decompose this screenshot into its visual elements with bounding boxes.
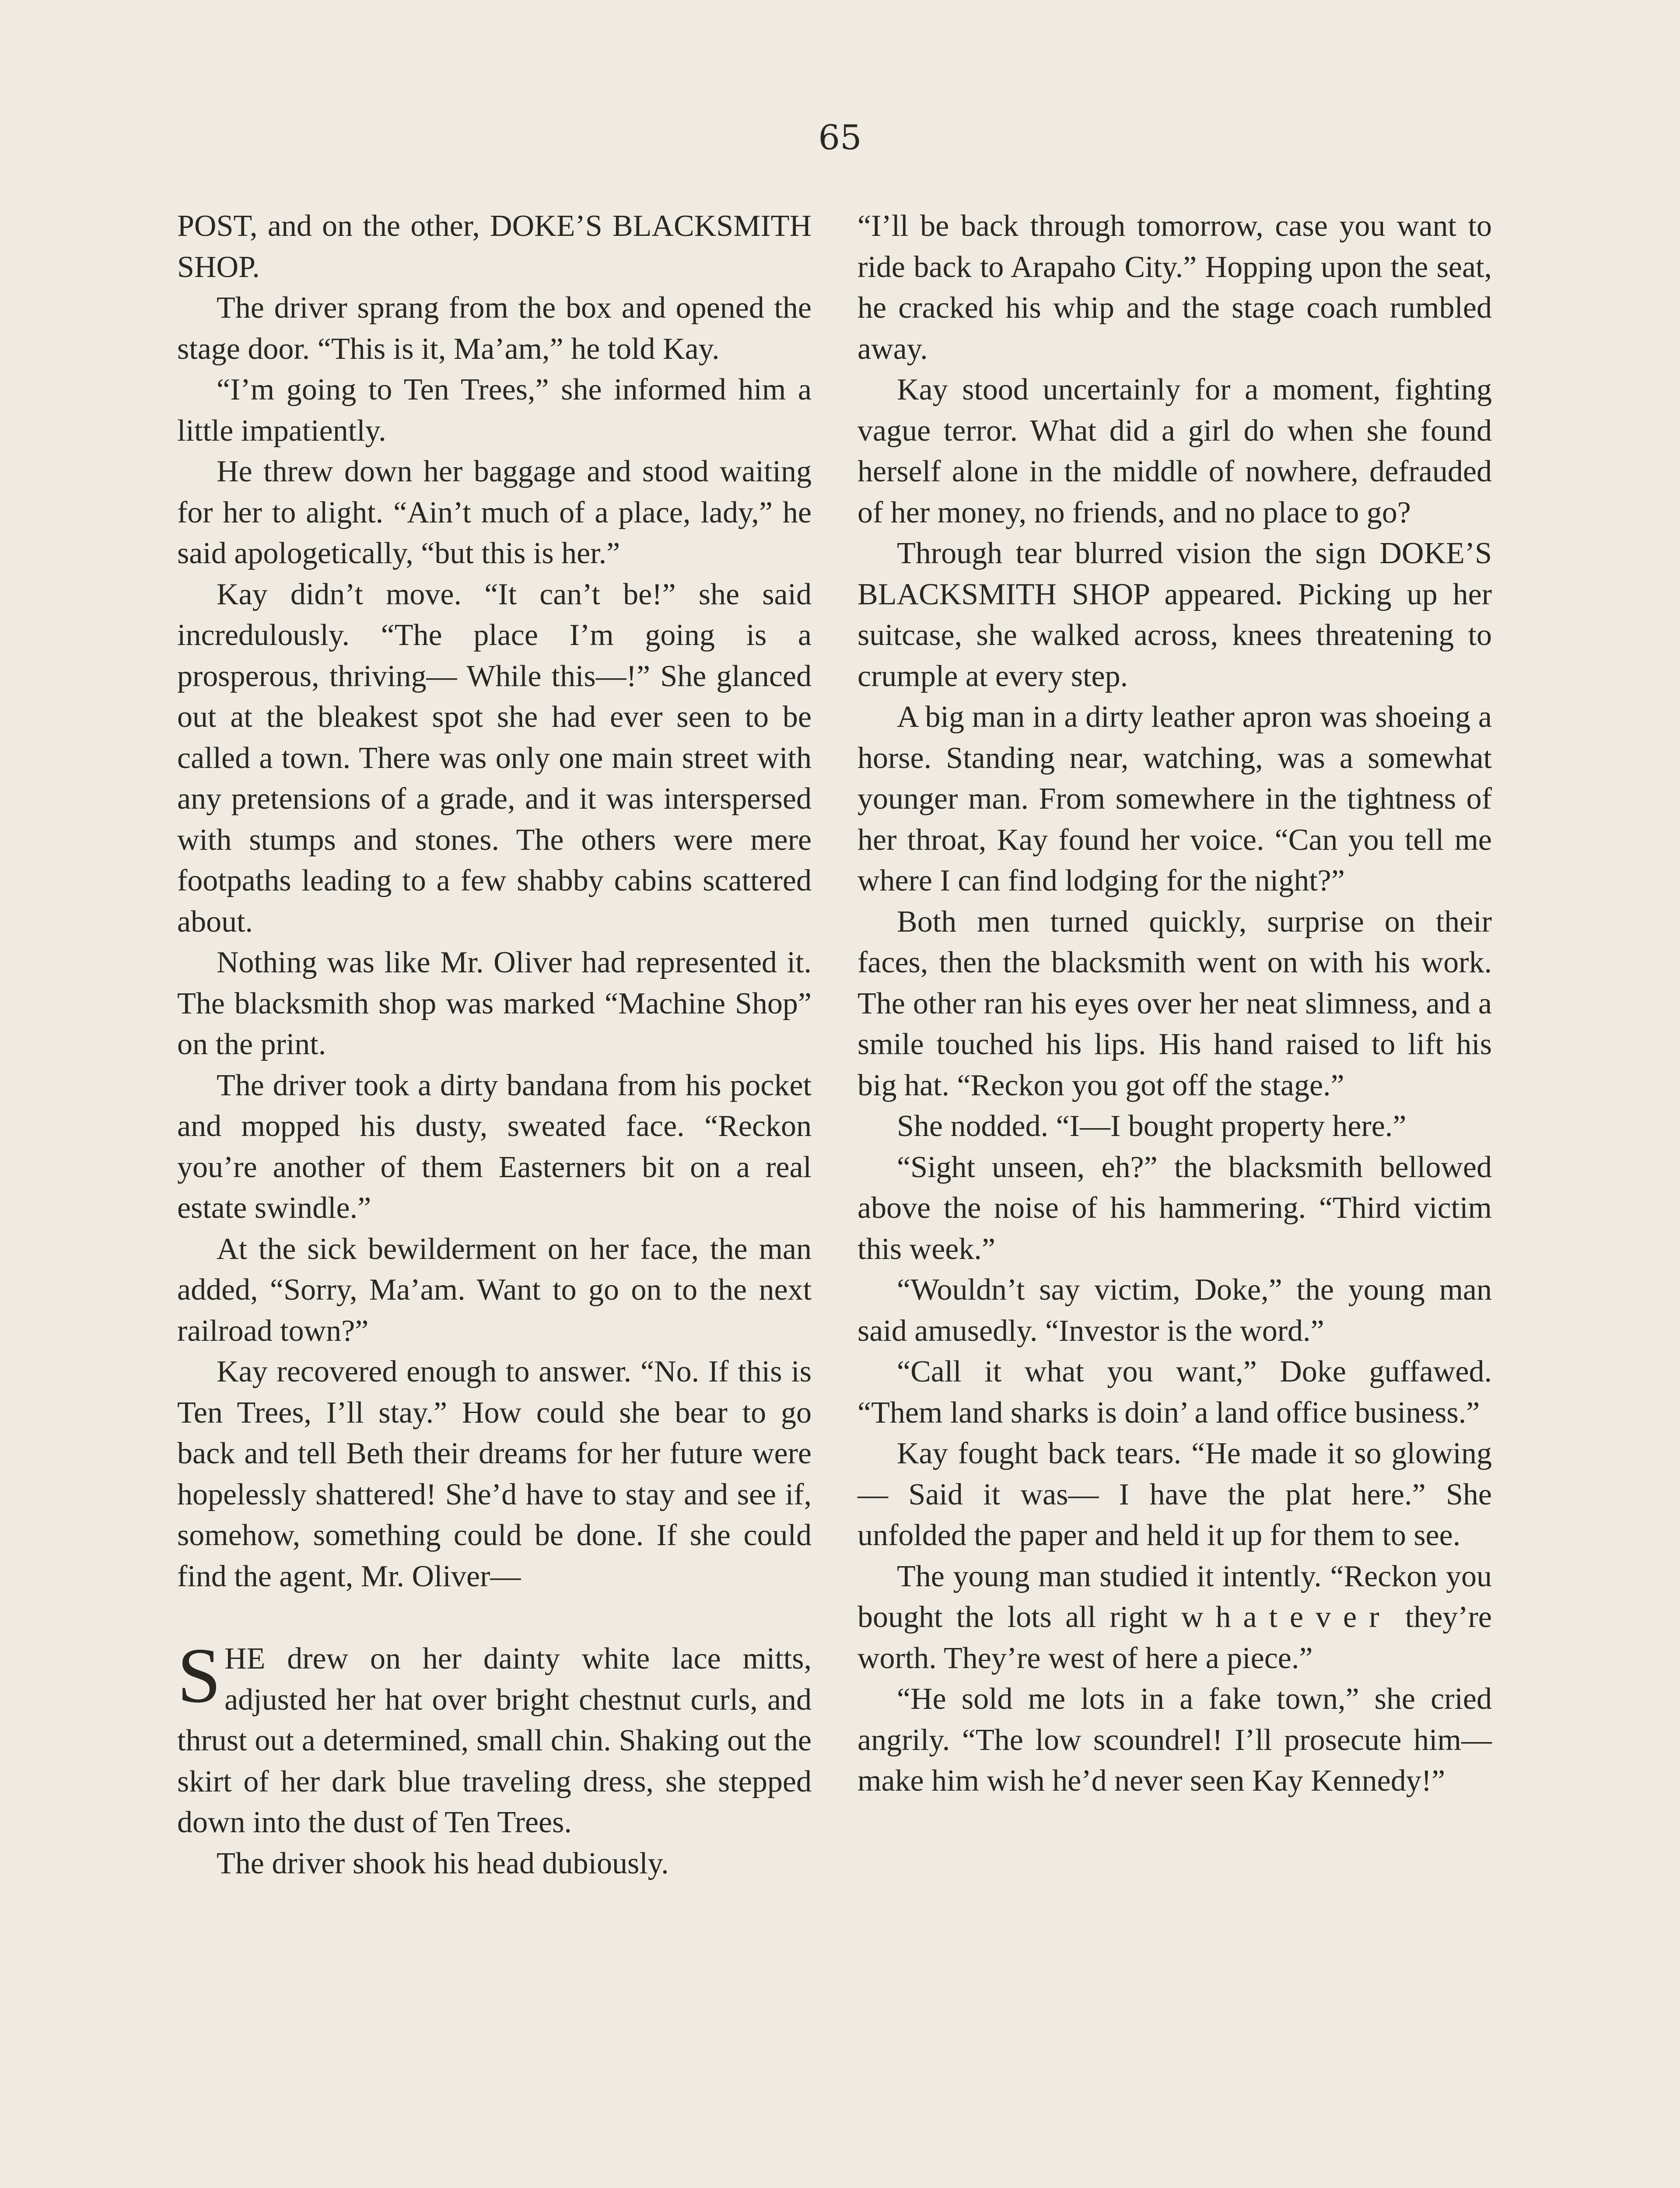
paragraph: Kay didn’t move. “It can’t be!” she said incredulously. “The place I’m going is a prosperous, thriving— While this—!” She glanced out at the bleakest spot she had ever seen to be called a town. There was only one main street with any pretensions of a grade, and it was interspersed with stumps and stones. The others were mere footpaths leading to a few shabby cabins scattered about. (177, 577, 812, 939)
paragraph (858, 1556, 1492, 1679)
paragraph: Kay stood uncertainly for a moment, fighting vague terror. What did a girl do when she found herself alone in the middle of nowhere, defrauded of her money, no friends, and no place to go? (858, 373, 1492, 529)
paragraph: A big man in a dirty leather apron was shoeing a horse. Standing near, watching, was a somewhat younger man. From somewhere in the tightness of her throat, Kay found her voice. “Can you tell me where I can find lodging for the night?” (858, 700, 1492, 898)
paragraph: “I’m going to Ten Trees,” she informed him a little impatiently. (177, 373, 812, 448)
paragraph: POST, and on the other, DOKE’S BLACKSMITH SHOP. (177, 209, 812, 284)
paragraph: Both men turned quickly, surprise on their faces, then the blacksmith went on with his work. The other ran his eyes over her neat slimness, and a smile touched his lips. His hand raised to lift his big hat. “Reckon you got off the stage.” (858, 905, 1492, 1102)
paragraph: He threw down her baggage and stood waiting for her to alight. “Ain’t much of a place, lady,” he said apologetically, “but this is her.” (177, 455, 812, 570)
paragraph-text: HE drew on her dainty white lace mitts, adjusted her hat over bright chestnut curls, and thrust out a determined, small chin. Shaking out the skirt of her dark blue traveling dress, she stepped down into the dust of Ten Trees. (177, 1642, 812, 1839)
paragraph: The driver sprang from the box and opened the stage door. “This is it, Ma’am,” he told Kay. (177, 291, 812, 366)
spaced-word: whatever (1181, 1600, 1392, 1634)
page-number: 65 (818, 118, 862, 158)
paragraph: “Wouldn’t say victim, Doke,” the young man said amusedly. “Investor is the word.” (858, 1273, 1492, 1348)
paragraph: The driver took a dirty bandana from his pocket and mopped his dusty, sweated face. “Reckon you’re another of them Easterners bit on a real estate swindle.” (177, 1068, 812, 1225)
paragraph: Through tear blurred vision the sign DOKE’S BLACKSMITH SHOP appeared. Picking up her suitcase, she walked across, knees threatening to crumple at every step. (858, 536, 1492, 693)
paragraph: “He sold me lots in a fake town,” she cried angrily. “The low scoundrel! I’ll prosecute him—make him wish he’d never seen Kay Kennedy!” (858, 1682, 1492, 1798)
paragraph-text: they’re worth. They’re west of here a piece.” (858, 1600, 1492, 1675)
paragraph: “I’ll be back through tomorrow, case you want to ride back to Arapaho City.” Hopping upon the seat, he cracked his whip and the stage coach rumbled away. (858, 209, 1492, 366)
paragraph: The driver shook his head dubiously. (217, 1846, 669, 1880)
paragraph: “Sight unseen, eh?” the blacksmith bellowed above the noise of his hammering. “Third victim this week.” (858, 1150, 1492, 1266)
paragraph: At the sick bewilderment on her face, the man added, “Sorry, Ma’am. Want to go on to the next railroad town?” (177, 1232, 812, 1348)
paragraph-text: The young man studied it intently. “Reckon you bought the lots all right (858, 1559, 1492, 1634)
right-column (858, 206, 1492, 1802)
paragraph: Nothing was like Mr. Oliver had represented it. The blacksmith shop was marked “Machine Shop” on the print. (177, 946, 812, 1061)
paragraph: “Call it what you want,” Doke guffawed. “Them land sharks is doin’ a land office business.” (858, 1355, 1492, 1430)
paragraph: She nodded. “I—I bought property here.” (897, 1109, 1407, 1143)
section-start-paragraph (177, 1632, 812, 1843)
paragraph: Kay fought back tears. “He made it so glowing— Said it was— I have the plat here.” She unfolded the paper and held it up for them to see. (858, 1437, 1492, 1552)
paragraph: Kay recovered enough to answer. “No. If this is Ten Trees, I’ll stay.” How could she bear to go back and tell Beth their dreams for her future were hopelessly shattered! She’d have to stay and see if, somehow, something could be done. If she could find the agent, Mr. Oliver— (177, 1355, 812, 1593)
drop-cap: S (177, 1632, 221, 1719)
left-column (177, 206, 812, 1884)
